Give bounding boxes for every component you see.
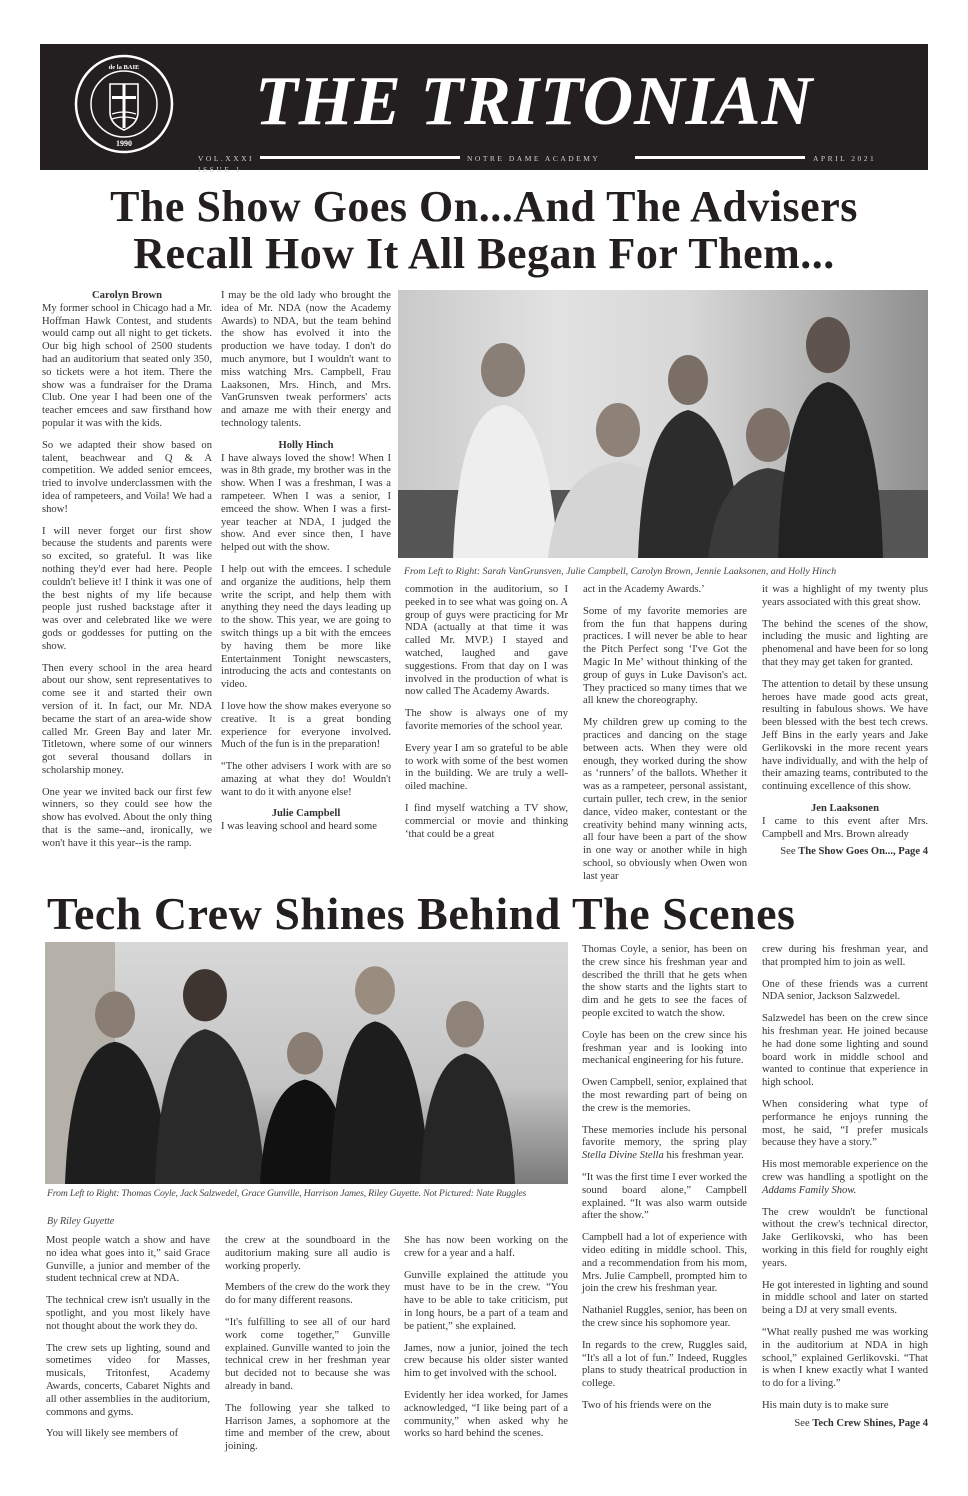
paragraph-text: Nathaniel Ruggles, senior, has been on the crew since his sophomore year. <box>582 1305 747 1329</box>
paragraph <box>405 743 568 794</box>
author-name: Julie Campbell <box>271 808 341 820</box>
paragraph-text: My former school in Chicago had a Mr. Hoffman Hawk Contest, and students would camp out all night to get tickets. Our big high school of 2500 students had an auditorium that seated only 350, so tickets were a hot item. There the show was a fundraiser for the Drama Club. One year I had been one of the teacher emcees and saw firsthand how popular it was with the kids. <box>42 302 212 429</box>
paragraph-text: Evidently her idea worked, for James acknowledged, “I like being part of a community,” when asked why he works so hard behind the scenes. <box>404 1389 568 1440</box>
paragraph-text: The attention to detail by these unsung heroes have made good acts great, resulting in fabulous shows. We have been blessed with the best tech crews. Jeff Bins in the early years and Jake Gerlikovski in the more recent years have individually, and with the help of their amazing teams, contributed to the continuing excellence of this show. <box>762 678 928 793</box>
paragraph <box>762 816 928 842</box>
paragraph-text: Some of my favorite memories are from the fun that happens during practices. I will never be able to hear the Pitch Perfect song ‘I've Got the Magic In Me’ without thinking of the group of guys in Luke Davison's act. They practiced so many times that we all knew the choreography. <box>583 605 747 707</box>
continued-on-link <box>762 846 928 859</box>
paragraph <box>225 1317 390 1394</box>
paragraph-text: I love how the show makes everyone so creative. It is a great bonding experience for everyone involved. Much of the fun is in the preparation! <box>221 700 391 751</box>
paragraph-text: When considering what type of performance he enjoys running the most, he said, “I prefer musicals because they have a story.” <box>762 1098 928 1149</box>
paragraph-text: “The other advisers I work with are so amazing at what they do! Wouldn't want to do it with anyone else! <box>221 761 391 798</box>
paragraph <box>225 1235 390 1273</box>
top-headline <box>40 183 928 277</box>
paragraph-text: The following year she talked to Harrison James, a sophomore at the time and member of the crew, about joining. <box>225 1402 390 1453</box>
paragraph <box>762 1280 928 1318</box>
paragraph <box>221 761 391 799</box>
article-column <box>225 1235 390 1463</box>
paragraph <box>762 1099 928 1150</box>
divider <box>260 156 460 159</box>
paragraph <box>762 1159 928 1197</box>
paragraph <box>404 1235 568 1261</box>
paragraph <box>762 1327 928 1391</box>
paragraph <box>582 1077 747 1115</box>
school-seal-logo <box>74 54 174 154</box>
continued-target: The Show Goes On..., Page 4 <box>798 846 928 858</box>
paragraph-text: He got interested in lighting and sound in middle school and later on started being a DJ at very small events. <box>762 1279 928 1317</box>
paragraph-text: Two of his friends were on the <box>582 1399 712 1411</box>
paragraph <box>762 1400 928 1413</box>
article-column <box>221 290 391 843</box>
paragraph-text: So we adapted their show based on talent, beachwear and Q & A competition. We added senior emcees, tried to involve underclassmen with the idea of rampeteers, and Voila! We had a show! <box>42 439 212 515</box>
continued-on-link <box>762 1418 928 1431</box>
photo-people <box>398 290 928 558</box>
svg-text:1990: 1990 <box>116 139 132 148</box>
author-name: Carolyn Brown <box>92 290 162 301</box>
article-column <box>46 1235 210 1450</box>
section-author-name <box>762 803 928 816</box>
school-name: NOTRE DAME ACADEMY <box>467 154 601 163</box>
paragraph-text: I was leaving school and heard some <box>221 821 377 833</box>
paragraph-text: I came to this event after Mrs. Campbell and Mrs. Brown already <box>762 815 928 840</box>
article-column <box>42 290 212 860</box>
paragraph <box>582 944 747 1021</box>
paragraph <box>221 701 391 752</box>
paragraph-text: In regards to the crew, Ruggles said, “It's all a lot of fun.” Indeed, Ruggles plans to study theatrical production in college. <box>582 1339 747 1390</box>
paragraph <box>46 1295 210 1333</box>
paragraph <box>582 1125 747 1163</box>
paragraph-text: The crew wouldn't be functional without the crew's technical director, Jake Gerlikovski, who has been working in this field for roughly eight years. <box>762 1206 928 1269</box>
title-italic: Addams Family Show. <box>762 1184 857 1196</box>
paragraph-text: These memories include his personal favorite memory, the spring play <box>582 1124 747 1149</box>
article-column <box>762 944 928 1440</box>
headline-line: Recall How It All Began For Them... <box>133 229 835 278</box>
paragraph <box>405 584 568 699</box>
paragraph-text: You will likely see members of <box>46 1428 179 1440</box>
paragraph <box>762 679 928 794</box>
continued-target: Tech Crew Shines, Page 4 <box>812 1417 928 1429</box>
masthead <box>40 44 928 174</box>
advisers-photo <box>398 290 928 558</box>
paragraph-text: Most people watch a show and have no idea what goes into it,” said Grace Gunville, a junior and member of the student technical crew at NDA. <box>46 1235 210 1285</box>
section-author-name <box>221 440 391 453</box>
paragraph-text: One year we invited back our first few winners, so they could see how the show has evolved. About the only thing that is the same--and, ironically, we won't have it this year--is the ramp. <box>42 786 212 849</box>
newspaper-title: THE TRITONIAN <box>255 63 814 140</box>
paragraph-text: My children grew up coming to the practices and dancing on the stage between acts. When they were old enough, they worked during the show as ‘runners’ of the ballots. Whether it was as a rampeteer, personal assistant, curtain puller, tech crew, in the senior dance, video maker, contestant or the creativity behind many winning acts, all four have been a part of the show in one way or another while in high school, so obviously when Owen won last year <box>583 717 747 882</box>
paragraph <box>583 717 747 883</box>
tech-crew-photo <box>45 942 568 1184</box>
paragraph <box>42 440 212 517</box>
paragraph-text: the crew at the soundboard in the auditorium making sure all audio is working properly. <box>225 1235 390 1272</box>
volume: VOL.XXXI <box>198 154 255 163</box>
continued-prefix: See <box>780 846 799 858</box>
paragraph-text: The technical crew isn't usually in the spotlight, and you most likely have not thought about the work they do. <box>46 1295 210 1332</box>
paragraph <box>405 803 568 841</box>
headline-line: The Show Goes On...And The Advisers <box>110 182 858 231</box>
paragraph <box>221 821 391 834</box>
article-column <box>762 584 928 868</box>
section-author-name <box>42 290 212 303</box>
paragraph <box>404 1390 568 1441</box>
paragraph <box>404 1343 568 1381</box>
volume-issue <box>198 153 254 175</box>
paragraph-text: The crew sets up lighting, sound and sometimes video for Masses, musicals, Tritonfest, Academy Awards, concerts, Cabaret Nights and all other assemblies in the auditorium, commons and gyms. <box>46 1342 210 1418</box>
photo-caption: From Left to Right: Sarah VanGrunsven, Julie Campbell, Carolyn Brown, Jennie Laaksonen, and Holly Hinch <box>404 566 837 577</box>
paragraph-text: I have always loved the show! When I was in 8th grade, my brother was in the show. When I was a freshman, I was a rampeteer. When I was a senior, I emceed the show. When I was a first-year teacher at NDA, I judged the show. And ever since then, I have helped out with the show. <box>221 452 391 554</box>
paragraph <box>405 708 568 734</box>
paragraph-text: Members of the crew do the work they do for many different reasons. <box>225 1282 390 1307</box>
paragraph-text: it was a highlight of my twenty plus years associated with this great show. <box>762 584 928 608</box>
paragraph <box>46 1428 210 1441</box>
paragraph <box>762 619 928 670</box>
paragraph <box>42 526 212 654</box>
paragraph <box>221 453 391 555</box>
paragraph <box>583 584 747 597</box>
paragraph-text: I find myself watching a TV show, commercial or movie and thinking ‘that could be a great <box>405 802 568 840</box>
paragraph <box>42 303 212 431</box>
paragraph <box>762 584 928 610</box>
continued-prefix: See <box>794 1417 813 1429</box>
paragraph <box>225 1403 390 1454</box>
paragraph-text: I will never forget our first show because the students and parents were so excited, so grateful. It was like nothing they'd ever had here. People couldn't believe it! I think it was one of the best nights of my life because people just rushed backstage after it was over and celebrated like we were gods or goddesses for putting on the show. <box>42 525 212 652</box>
photo-people <box>45 942 568 1184</box>
paragraph-text: crew during his freshman year, and that prompted him to join as well. <box>762 944 928 968</box>
paragraph <box>582 1030 747 1068</box>
paragraph-text: Gunville explained the attitude you must have to be in the crew. “You have to be able to take criticism, put in long hours, be a part of a team and be patient,” she explained. <box>404 1269 568 1332</box>
article-column <box>582 944 747 1422</box>
article-column <box>404 1235 568 1450</box>
paragraph-text: Campbell had a lot of experience with video editing in middle school. This, and a recommendation from his mom, Mrs. Julie Campbell, prompted him to join the crew his freshman year. <box>582 1232 747 1295</box>
author-name: Holly Hinch <box>278 439 334 451</box>
paragraph <box>221 290 391 431</box>
paragraph-text: James, now a junior, joined the tech crew because his older sister wanted him to get involved with the school. <box>404 1342 568 1380</box>
paragraph-text: His main duty is to make sure <box>762 1399 889 1411</box>
paragraph <box>404 1270 568 1334</box>
author-name: Jen Laaksonen <box>811 802 879 814</box>
paragraph-text: act in the Academy Awards.’ <box>583 584 705 595</box>
svg-text:de la BAIE: de la BAIE <box>108 64 140 71</box>
paragraph-text: Salzwedel has been on the crew since his freshman year. He joined because he had done some lighting and sound board work in middle school and wanted to continue that experience in high school. <box>762 1013 928 1089</box>
paragraph-text: She has now been working on the crew for a year and a half. <box>404 1235 568 1259</box>
photo-caption: From Left to Right: Thomas Coyle, Jack Salzwedel, Grace Gunville, Harrison James, Riley Guyette. Not Pictured: Nate Ruggles <box>47 1188 527 1199</box>
bottom-headline: Tech Crew Shines Behind The Scenes <box>47 888 796 939</box>
paragraph <box>42 787 212 851</box>
paragraph <box>582 1232 747 1296</box>
paragraph-text: Coyle has been on the crew since his freshman year and is looking into mechanical engineering for his future. <box>582 1029 747 1067</box>
byline: By Riley Guyette <box>47 1216 115 1227</box>
paragraph-text: Every year I am so grateful to be able to work with some of the best women in the building. We are truly a well-oiled machine. <box>405 742 568 793</box>
paragraph-text: “What really pushed me was working in the auditorium at NDA in high school,” explained Gerlikovski. “That is when I knew exactly what I wanted to do for a living.” <box>762 1326 928 1390</box>
divider <box>635 156 805 159</box>
paragraph <box>582 1400 747 1413</box>
issue: ISSUE 1 <box>198 165 242 174</box>
section-author-name <box>221 808 391 821</box>
paragraph-text: Owen Campbell, senior, explained that the most rewarding part of being on the crew is the memories. <box>582 1077 747 1114</box>
paragraph <box>582 1340 747 1391</box>
paragraph <box>762 1013 928 1090</box>
paragraph-text: “It was the first time I ever worked the sound board alone,” Campbell explained. “It was also warm outside after the show.” <box>582 1171 747 1222</box>
paragraph-text: commotion in the auditorium, so I peeked in to see what was going on. A group of guys were practicing for Mr NDA (actually at that time it was called Mr. MVP.) I stayed and watched, laughed and gave suggestions. From that day on I was involved in the production of what is now called The Academy Awards. <box>405 584 568 698</box>
paragraph <box>582 1172 747 1223</box>
paragraph <box>225 1282 390 1308</box>
paragraph <box>583 606 747 708</box>
title-italic: Stella Divine Stella <box>582 1150 664 1162</box>
paragraph <box>582 1305 747 1331</box>
paragraph-text: his freshman year. <box>663 1150 744 1162</box>
paragraph <box>46 1343 210 1420</box>
paragraph-text: Thomas Coyle, a senior, has been on the crew since his freshman year and described the thrill that he gets when the show starts and the lights start to dim and he gets to see the faces of people excited to watch the show. <box>582 944 747 1019</box>
paragraph-text: “It's fulfilling to see all of our hard work come together,” Gunville explained. Gunville wanted to join the technical crew in her freshman year but decided not to because she was already in band. <box>225 1316 390 1392</box>
paragraph-text: The show is always one of my favorite memories of the school year. <box>405 708 568 732</box>
paragraph-text: One of these friends was a current NDA senior, Jackson Salzwedel. <box>762 978 928 1003</box>
paragraph-text: His most memorable experience on the crew was handling a spotlight on the <box>762 1159 928 1183</box>
article-column <box>583 584 747 893</box>
issue-date: APRIL 2021 <box>813 154 877 163</box>
article-column <box>405 584 568 850</box>
paragraph <box>762 979 928 1005</box>
paragraph <box>762 1207 928 1271</box>
paragraph-text: I help out with the emcees. I schedule and organize the auditions, help them write the script, and help them with anything they need the days leading up to the show. This year, we are going to switch things up a bit with the emcees by having them be more like Entertainment Tonight newscasters, introducing the acts and contestants on video. <box>221 563 391 691</box>
paragraph-text: Then every school in the area heard about our show, sent representatives to come see it and started their own version of it. In fact, our Mr. NDA became the start of an area-wide show called Mr. Green Bay and later Mr. Titletown, where some of our winners got several thousand dollars in scholarship money. <box>42 662 212 776</box>
paragraph-text: The behind the scenes of the show, including the music and lighting are phenomenal and have been for so long that they may get taken for granted. <box>762 618 928 668</box>
paragraph <box>42 663 212 778</box>
paragraph <box>221 564 391 692</box>
paragraph <box>46 1235 210 1286</box>
paragraph-text: I may be the old lady who brought the idea of Mr. NDA (now the Academy Awards) to NDA, but the team behind the show has evolved it into the production we have today. I don't do much anymore, but I wouldn't want to miss watching Mrs. Campbell, Frau Laaksonen, Mrs. Hinch, and Mrs. VanGrunsven tweak performers' acts and amaze me with their energy and technology talents. <box>221 290 391 429</box>
paragraph <box>762 944 928 970</box>
